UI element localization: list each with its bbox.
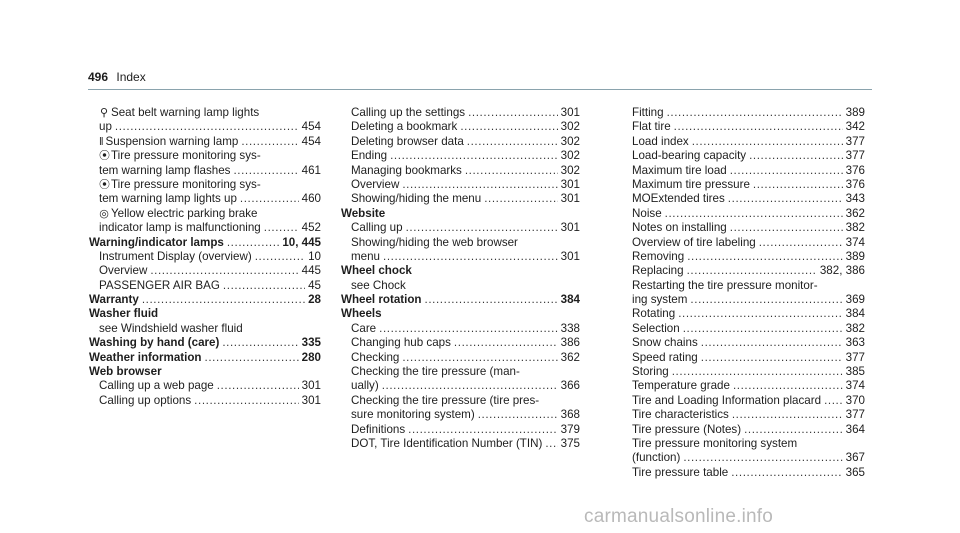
entry-text: Showing/hiding the web browser bbox=[351, 235, 518, 249]
entry-text: Tire pressure table bbox=[632, 465, 729, 479]
index-heading bbox=[341, 293, 580, 307]
page-reference: 382, 386 bbox=[819, 264, 865, 278]
index-entry bbox=[622, 135, 865, 149]
tire-pressure-icon: ⦿ bbox=[99, 178, 110, 191]
index-entry bbox=[622, 307, 865, 321]
dot-leader bbox=[115, 120, 299, 134]
page-reference: 376 bbox=[845, 177, 865, 191]
index-entry bbox=[89, 135, 321, 149]
dot-leader bbox=[701, 336, 843, 350]
dot-leader bbox=[205, 351, 299, 365]
index-entry bbox=[622, 336, 865, 350]
dot-leader bbox=[824, 394, 843, 408]
entry-text: Suspension warning lamp bbox=[105, 134, 239, 148]
dot-leader bbox=[672, 365, 843, 379]
index-entry bbox=[622, 394, 865, 408]
entry-text: Calling up options bbox=[99, 393, 192, 407]
index-entry bbox=[622, 264, 865, 278]
entry-text: Checking the tire pressure (man- bbox=[351, 365, 520, 379]
entry-text: Website bbox=[341, 206, 386, 220]
entry-text: sure monitoring system) bbox=[351, 408, 475, 422]
entry-text: Noise bbox=[632, 206, 662, 220]
index-entry bbox=[622, 236, 865, 250]
index-entry bbox=[622, 164, 865, 178]
dot-leader bbox=[484, 192, 557, 206]
index-entry bbox=[341, 437, 580, 451]
brake-icon: ◎ bbox=[99, 207, 109, 220]
entry-text: Storing bbox=[632, 365, 669, 379]
entry-text: Deleting a bookmark bbox=[351, 120, 458, 134]
index-entry bbox=[89, 379, 321, 393]
index-entry bbox=[89, 164, 321, 178]
entry-text: menu bbox=[351, 249, 381, 263]
page-reference: 370 bbox=[845, 393, 865, 407]
index-entry bbox=[622, 322, 865, 336]
dot-leader bbox=[687, 250, 842, 264]
dot-leader bbox=[731, 466, 842, 480]
index-heading bbox=[341, 207, 580, 221]
dot-leader bbox=[460, 120, 557, 134]
index-entry bbox=[341, 408, 580, 422]
index-entry bbox=[622, 106, 865, 120]
entry-text: Wheel rotation bbox=[341, 293, 422, 307]
index-heading bbox=[89, 351, 321, 365]
page-reference: 301 bbox=[560, 221, 580, 235]
index-entry bbox=[622, 192, 865, 206]
page-reference: 364 bbox=[845, 422, 865, 436]
dot-leader bbox=[730, 221, 843, 235]
index-entry bbox=[622, 149, 865, 163]
dot-leader bbox=[217, 379, 299, 393]
index-entry bbox=[341, 236, 580, 250]
index-entry bbox=[341, 221, 580, 235]
header-divider bbox=[88, 89, 872, 90]
page-reference: 377 bbox=[845, 408, 865, 422]
page-reference: 384 bbox=[845, 307, 865, 321]
entry-text: Tire pressure (Notes) bbox=[632, 422, 742, 436]
entry-text: ing system bbox=[632, 293, 688, 307]
dot-leader bbox=[759, 236, 843, 250]
index-heading bbox=[89, 365, 321, 379]
index-entry bbox=[622, 293, 865, 307]
dot-leader bbox=[227, 236, 279, 250]
entry-text: Yellow electric parking brake bbox=[111, 206, 258, 220]
index-heading bbox=[341, 307, 580, 321]
index-entry bbox=[89, 120, 321, 134]
dot-leader bbox=[425, 293, 558, 307]
suspension-icon: ǁ bbox=[99, 135, 104, 148]
page-reference: 385 bbox=[845, 365, 865, 379]
entry-text: (function) bbox=[632, 451, 681, 465]
page-reference: 10 bbox=[308, 249, 321, 263]
index-entry bbox=[622, 207, 865, 221]
dot-leader bbox=[194, 394, 298, 408]
page-reference: 365 bbox=[845, 465, 865, 479]
page-reference: 389 bbox=[845, 249, 865, 263]
index-entry bbox=[341, 394, 580, 408]
page-reference: 368 bbox=[560, 408, 580, 422]
index-entry bbox=[341, 192, 580, 206]
page-reference: 376 bbox=[845, 163, 865, 177]
entry-text: Tire pressure monitoring sys- bbox=[111, 177, 261, 191]
index-entry bbox=[341, 106, 580, 120]
index-entry bbox=[622, 408, 865, 422]
dot-leader bbox=[692, 135, 843, 149]
index-entry bbox=[622, 365, 865, 379]
entry-text: tem warning lamp flashes bbox=[99, 163, 231, 177]
page-reference: 280 bbox=[301, 350, 321, 364]
page-reference: 454 bbox=[301, 134, 321, 148]
index-entry bbox=[341, 178, 580, 192]
page-header bbox=[88, 70, 146, 84]
dot-leader bbox=[749, 149, 843, 163]
dot-leader bbox=[678, 307, 842, 321]
page-reference: 343 bbox=[845, 192, 865, 206]
entry-text: Temperature grade bbox=[632, 379, 730, 393]
dot-leader bbox=[701, 351, 843, 365]
entry-text: Rotating bbox=[632, 307, 676, 321]
index-entry bbox=[341, 164, 580, 178]
index-entry bbox=[89, 106, 321, 120]
entry-text: see Windshield washer fluid bbox=[99, 321, 243, 335]
page-reference: 377 bbox=[845, 134, 865, 148]
page-reference: 302 bbox=[560, 134, 580, 148]
index-heading bbox=[89, 293, 321, 307]
entry-text: see Chock bbox=[351, 278, 406, 292]
page-reference: 452 bbox=[301, 221, 321, 235]
dot-leader bbox=[390, 149, 558, 163]
entry-text: Checking bbox=[351, 350, 400, 364]
entry-text: Weather information bbox=[89, 350, 202, 364]
page-reference: 461 bbox=[301, 163, 321, 177]
page-reference: 363 bbox=[845, 336, 865, 350]
page-number: 496 bbox=[88, 70, 109, 84]
page-reference: 382 bbox=[845, 321, 865, 335]
dot-leader bbox=[683, 451, 842, 465]
entry-text: Washer fluid bbox=[89, 307, 159, 321]
index-column-3 bbox=[622, 106, 865, 480]
dot-leader bbox=[545, 437, 557, 451]
page-reference: 301 bbox=[560, 177, 580, 191]
page-reference: 301 bbox=[560, 106, 580, 119]
page-reference: 28 bbox=[308, 293, 321, 307]
entry-text: ually) bbox=[351, 379, 379, 393]
entry-text: Calling up bbox=[351, 221, 403, 235]
page-reference: 366 bbox=[560, 379, 580, 393]
entry-text: Web browser bbox=[89, 365, 162, 379]
entry-text: up bbox=[99, 120, 112, 134]
entry-text: Overview of tire labeling bbox=[632, 235, 756, 249]
dot-leader bbox=[150, 264, 298, 278]
page-reference: 382 bbox=[845, 221, 865, 235]
entry-text: Showing/hiding the menu bbox=[351, 192, 482, 206]
entry-text: Replacing bbox=[632, 264, 684, 278]
index-entry bbox=[622, 250, 865, 264]
dot-leader bbox=[383, 250, 558, 264]
index-entry bbox=[622, 437, 865, 451]
index-entry bbox=[89, 149, 321, 163]
entry-text: Calling up the settings bbox=[351, 106, 466, 119]
seatbelt-icon: ⚲ bbox=[99, 107, 109, 119]
entry-text: Load index bbox=[632, 134, 689, 148]
section-title: Index bbox=[116, 70, 146, 84]
entry-text: DOT, Tire Identification Number (TIN) bbox=[351, 436, 543, 450]
page-reference: 338 bbox=[560, 321, 580, 335]
index-entry bbox=[341, 351, 580, 365]
entry-text: Checking the tire pressure (tire pres- bbox=[351, 393, 540, 407]
dot-leader bbox=[406, 221, 558, 235]
page-reference: 302 bbox=[560, 163, 580, 177]
index-entry bbox=[622, 379, 865, 393]
index-column-1 bbox=[89, 106, 321, 408]
entry-text: PASSENGER AIR BAG bbox=[99, 278, 220, 292]
dot-leader bbox=[408, 423, 558, 437]
index-entry bbox=[89, 394, 321, 408]
dot-leader bbox=[379, 322, 558, 336]
index-entry bbox=[622, 221, 865, 235]
entry-text: Seat belt warning lamp lights bbox=[111, 106, 260, 119]
tire-pressure-icon: ⦿ bbox=[99, 150, 110, 163]
dot-leader bbox=[382, 379, 558, 393]
dot-leader bbox=[264, 221, 299, 235]
page-reference: 445 bbox=[301, 264, 321, 278]
dot-leader bbox=[478, 408, 558, 422]
index-heading bbox=[89, 236, 321, 250]
index-entry bbox=[341, 322, 580, 336]
dot-leader bbox=[733, 379, 843, 393]
index-entry bbox=[622, 178, 865, 192]
entry-text: Snow chains bbox=[632, 336, 698, 350]
dot-leader bbox=[467, 135, 558, 149]
entry-text: Ending bbox=[351, 149, 388, 163]
dot-leader bbox=[142, 293, 305, 307]
dot-leader bbox=[465, 164, 558, 178]
entry-text: Managing bookmarks bbox=[351, 163, 462, 177]
page-reference: 374 bbox=[845, 379, 865, 393]
index-entry bbox=[622, 279, 865, 293]
page-reference: 10, 445 bbox=[282, 235, 321, 249]
index-entry bbox=[622, 423, 865, 437]
page-reference: 375 bbox=[560, 436, 580, 450]
index-entry bbox=[89, 250, 321, 264]
entry-text: Speed rating bbox=[632, 350, 698, 364]
index-entry bbox=[89, 322, 321, 336]
index-entry bbox=[622, 451, 865, 465]
dot-leader bbox=[683, 322, 843, 336]
dot-leader bbox=[223, 279, 305, 293]
page-reference: 389 bbox=[845, 106, 865, 119]
index-heading bbox=[341, 264, 580, 278]
entry-text: MOExtended tires bbox=[632, 192, 725, 206]
page-reference: 377 bbox=[845, 350, 865, 364]
entry-text: Maximum tire load bbox=[632, 163, 727, 177]
dot-leader bbox=[240, 192, 299, 206]
page-reference: 45 bbox=[308, 278, 321, 292]
dot-leader bbox=[222, 336, 298, 350]
index-entry bbox=[622, 120, 865, 134]
dot-leader bbox=[402, 178, 557, 192]
page-reference: 454 bbox=[301, 120, 321, 134]
index-entry bbox=[622, 466, 865, 480]
dot-leader bbox=[402, 351, 557, 365]
index-entry bbox=[89, 207, 321, 221]
dot-leader bbox=[753, 178, 843, 192]
entry-text: Tire pressure monitoring sys- bbox=[111, 149, 261, 163]
page-reference: 379 bbox=[560, 422, 580, 436]
entry-text: tem warning lamp lights up bbox=[99, 192, 237, 206]
entry-text: Removing bbox=[632, 249, 685, 263]
entry-text: Notes on installing bbox=[632, 221, 727, 235]
index-entry bbox=[341, 250, 580, 264]
entry-text: Maximum tire pressure bbox=[632, 177, 750, 191]
entry-text: Flat tire bbox=[632, 120, 671, 134]
entry-text: Care bbox=[351, 321, 377, 335]
dot-leader bbox=[730, 164, 843, 178]
entry-text: Fitting bbox=[632, 106, 664, 119]
entry-text: indicator lamp is malfunctioning bbox=[99, 221, 261, 235]
entry-text: Calling up a web page bbox=[99, 379, 214, 393]
entry-text: Definitions bbox=[351, 422, 406, 436]
index-entry bbox=[341, 336, 580, 350]
page-reference: 301 bbox=[301, 379, 321, 393]
dot-leader bbox=[674, 120, 843, 134]
index-entry bbox=[341, 423, 580, 437]
entry-text: Tire characteristics bbox=[632, 408, 729, 422]
dot-leader bbox=[744, 423, 843, 437]
entry-text: Tire pressure monitoring system bbox=[632, 436, 798, 450]
index-entry bbox=[341, 120, 580, 134]
page-reference: 302 bbox=[560, 149, 580, 163]
page-reference: 335 bbox=[301, 336, 321, 350]
page-reference: 342 bbox=[845, 120, 865, 134]
index-column-2 bbox=[341, 106, 580, 451]
index-heading bbox=[89, 307, 321, 321]
dot-leader bbox=[454, 336, 558, 350]
page-reference: 301 bbox=[560, 192, 580, 206]
entry-text: Overview bbox=[351, 177, 400, 191]
index-heading bbox=[89, 336, 321, 350]
page-reference: 362 bbox=[845, 206, 865, 220]
index-entry bbox=[89, 279, 321, 293]
entry-text: Selection bbox=[632, 321, 680, 335]
entry-text: Instrument Display (overview) bbox=[99, 249, 252, 263]
page-reference: 362 bbox=[560, 350, 580, 364]
dot-leader bbox=[241, 135, 298, 149]
entry-text: Overview bbox=[99, 264, 148, 278]
page-reference: 301 bbox=[301, 393, 321, 407]
index-entry bbox=[89, 178, 321, 192]
page-reference: 367 bbox=[845, 451, 865, 465]
index-entry bbox=[622, 351, 865, 365]
dot-leader bbox=[732, 408, 843, 422]
page-reference: 377 bbox=[845, 149, 865, 163]
index-entry bbox=[341, 135, 580, 149]
dot-leader bbox=[687, 264, 817, 278]
entry-text: Warning/indicator lamps bbox=[89, 235, 224, 249]
page-reference: 386 bbox=[560, 336, 580, 350]
page-reference: 384 bbox=[560, 293, 580, 307]
entry-text: Washing by hand (care) bbox=[89, 336, 220, 350]
entry-text: Deleting browser data bbox=[351, 134, 464, 148]
entry-text: Restarting the tire pressure monitor- bbox=[632, 278, 818, 292]
entry-text: Warranty bbox=[89, 293, 139, 307]
dot-leader bbox=[255, 250, 305, 264]
dot-leader bbox=[728, 192, 843, 206]
entry-text: Load-bearing capacity bbox=[632, 149, 747, 163]
index-entry bbox=[89, 264, 321, 278]
entry-text: Wheels bbox=[341, 307, 382, 321]
page-reference: 374 bbox=[845, 235, 865, 249]
dot-leader bbox=[233, 164, 298, 178]
index-entry bbox=[89, 221, 321, 235]
entry-text: Wheel chock bbox=[341, 264, 412, 278]
index-entry bbox=[89, 192, 321, 206]
watermark: carmanualsonline.info bbox=[584, 506, 774, 527]
page-reference: 369 bbox=[845, 293, 865, 307]
dot-leader bbox=[690, 293, 842, 307]
index-entry bbox=[341, 365, 580, 379]
page-reference: 302 bbox=[560, 120, 580, 134]
entry-text: Changing hub caps bbox=[351, 336, 451, 350]
index-entry bbox=[341, 379, 580, 393]
entry-text: Tire and Loading Information placard bbox=[632, 393, 822, 407]
index-entry bbox=[341, 149, 580, 163]
dot-leader bbox=[468, 106, 558, 120]
page-reference: 460 bbox=[301, 192, 321, 206]
index-entry bbox=[341, 279, 580, 293]
dot-leader bbox=[667, 106, 843, 120]
dot-leader bbox=[665, 207, 843, 221]
page-reference: 301 bbox=[560, 249, 580, 263]
